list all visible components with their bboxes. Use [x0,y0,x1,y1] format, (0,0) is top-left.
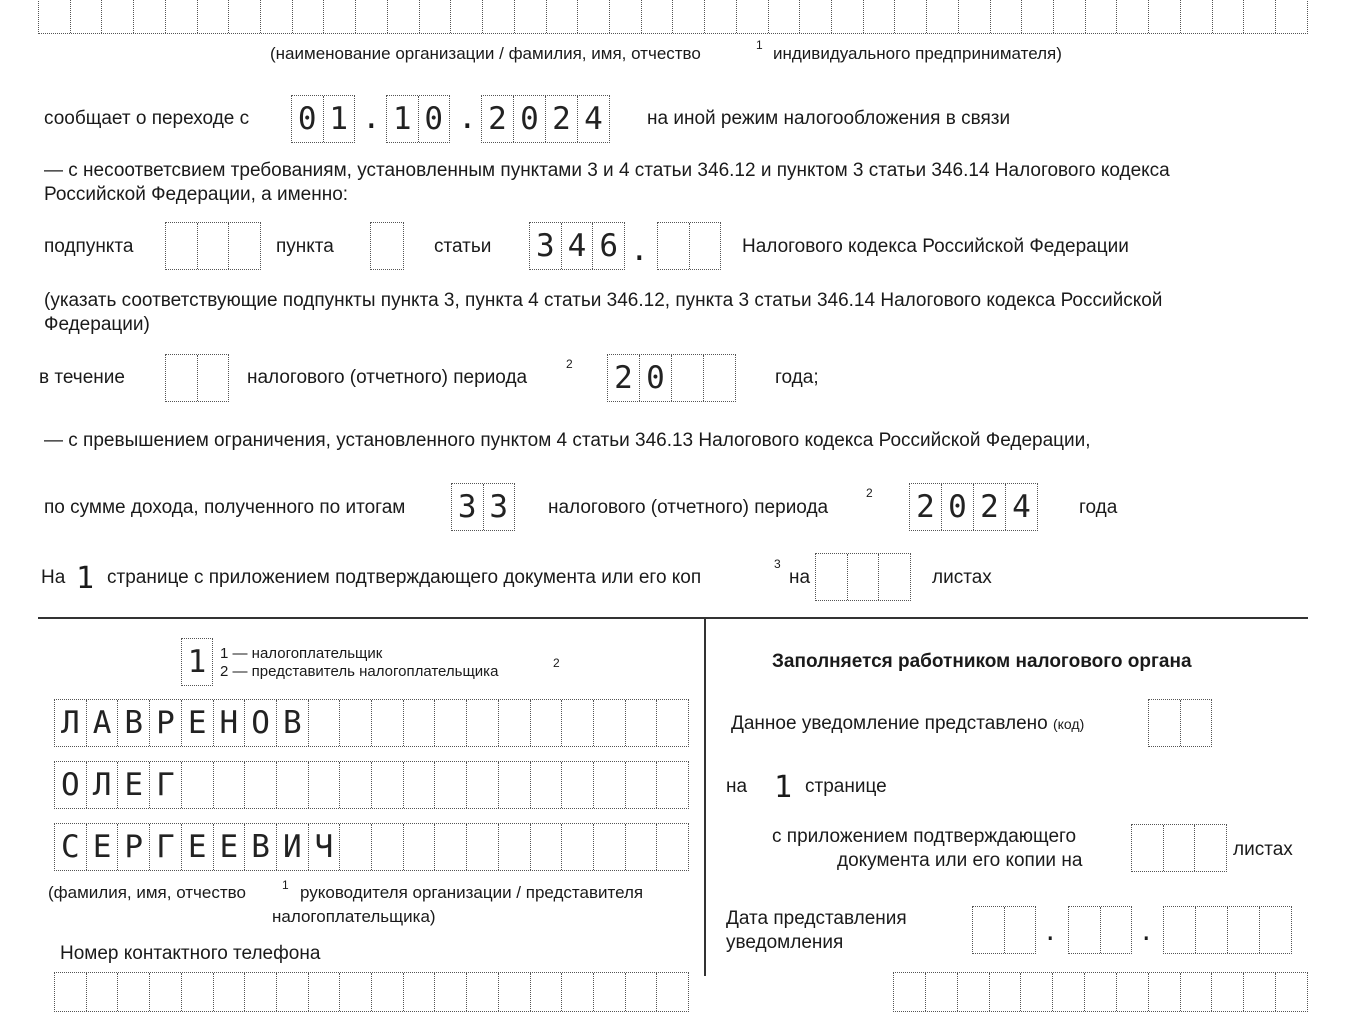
patronymic-cells-cell[interactable] [561,824,593,870]
transition-day-cells-cell[interactable]: 1 [323,96,355,142]
phone-cells-cell[interactable] [593,973,625,1011]
org-name-cell[interactable] [482,0,514,33]
name-cells-cell[interactable] [276,762,308,808]
submitted-code-cells-cell[interactable] [1149,700,1180,746]
name-cells-cell[interactable]: Л [86,762,118,808]
org-name-cell[interactable] [355,0,387,33]
pages-attach-label: странице с приложением подтверждающего документа или его коп [107,567,702,588]
date-year-cells-cell[interactable] [1164,907,1195,953]
during-label: в течение [39,367,125,388]
name-cells-cell[interactable] [181,762,213,808]
transition-label: сообщает о переходе с [44,108,250,129]
transition-year-cells-cell[interactable]: 0 [513,96,545,142]
article-sub-cells[interactable] [657,222,721,270]
submitted-code-cells[interactable] [1148,699,1212,747]
article-cells-cell[interactable]: 3 [536,228,555,264]
patronymic-cells-cell[interactable] [371,824,403,870]
attach-sheet-cells-cell[interactable] [1163,825,1195,871]
pages-on-label: На [41,567,66,588]
transition-month-cells-cell[interactable]: 1 [392,101,412,137]
org-name-cell[interactable] [1021,0,1053,33]
during-year-cells-cell[interactable]: 2 [614,360,633,396]
date-month-cells-cell[interactable] [1100,907,1132,953]
name-cells-cell[interactable] [403,762,435,808]
org-name-cell[interactable] [323,0,355,33]
income-label: по сумме дохода, полученного по итогам [44,497,406,518]
pages-sheets-label: листах [932,567,992,588]
during-period-cells-cell[interactable] [166,355,197,401]
org-name-cell[interactable] [577,0,609,33]
patronymic-cells-cell[interactable] [625,824,657,870]
org-name-cell[interactable] [926,0,958,33]
signature-cells-cell[interactable] [894,973,925,1011]
signature-cells-cell[interactable] [989,973,1021,1011]
income-year-cells[interactable] [909,483,1038,531]
phone-cells-cell[interactable] [55,973,86,1011]
date-separator-2: . [458,100,477,136]
income-year-cells-cell[interactable]: 2 [973,484,1005,530]
pages-sheet-cells[interactable] [815,553,911,601]
org-name-cell[interactable] [1212,0,1244,33]
attach-sheets-label: листах [1233,839,1293,860]
surname-cells-cell[interactable] [308,700,340,746]
date-line1: Дата представления [726,908,907,929]
transition-year-cells-cell[interactable]: 2 [545,96,577,142]
org-name-cell[interactable] [958,0,990,33]
during-year-cells-cell[interactable] [671,355,703,401]
submitted-label-text: Данное уведомление представлено [731,713,1048,734]
surname-cells-cell[interactable] [403,700,435,746]
during-period-cells[interactable] [165,354,229,402]
pages-count: 1 [76,561,95,596]
surname-cells-cell[interactable] [561,700,593,746]
date-day-cells-cell[interactable] [973,907,1004,953]
patronymic-cells-cell[interactable] [593,824,625,870]
surname-cells-cell[interactable]: О [244,700,276,746]
patronymic-cells-cell[interactable]: Ч [308,824,340,870]
surname-cells-cell[interactable] [498,700,530,746]
article-label: статьи [434,236,492,257]
section-divider [38,617,1308,619]
date-year-cells[interactable] [1163,906,1292,954]
pages-sheet-cells-cell[interactable] [847,554,879,600]
income-period-label: налогового (отчетного) периода [548,497,829,518]
date-year-cells-cell[interactable] [1259,907,1291,953]
surname-cells-cell[interactable] [656,700,688,746]
org-name-cells[interactable] [38,0,1308,34]
surname-cells-cell[interactable]: Н [213,700,245,746]
patronymic-cells-cell[interactable]: В [244,824,276,870]
org-name-cell[interactable] [419,0,451,33]
date-month-cells[interactable] [1068,906,1132,954]
surname-cells-cell[interactable] [339,700,371,746]
subpoint-cells-cell[interactable] [228,223,260,269]
phone-cells-cell[interactable] [181,973,213,1011]
submitted-label [731,713,1084,735]
subpoint-cells-cell[interactable] [197,223,229,269]
surname-cells-cell[interactable]: Р [149,700,181,746]
surname-cells-cell[interactable] [466,700,498,746]
income-period-cells-cell[interactable]: 3 [457,489,477,525]
date-sep-b: . [1139,918,1154,946]
pages-sheet-cells-cell[interactable] [878,554,910,600]
name-cells-cell[interactable]: Г [149,762,181,808]
name-cells-cell[interactable] [530,762,562,808]
org-name-cell[interactable] [292,0,324,33]
name-cells-cell[interactable] [498,762,530,808]
signature-cells-cell[interactable] [1020,973,1052,1011]
patronymic-cells-cell[interactable] [434,824,466,870]
phone-cells-cell[interactable] [625,973,657,1011]
patronymic-cells-cell[interactable]: Е [181,824,213,870]
column-divider [704,617,706,976]
article-cells[interactable] [529,222,625,270]
patronymic-cells-cell[interactable]: С [61,829,80,865]
signature-cells-cell[interactable] [1243,973,1275,1011]
date-separator-1: . [362,100,381,136]
name-cells-cell[interactable] [625,762,657,808]
org-name-cell[interactable] [197,0,229,33]
income-year-cells-cell[interactable]: 4 [1005,484,1037,530]
date-year-cells-cell[interactable] [1195,907,1227,953]
articles-after: Налогового кодекса Российской Федерации [742,236,1129,257]
name-cells[interactable] [54,761,689,809]
phone-cells-cell[interactable] [244,973,276,1011]
transition-year-cells[interactable] [481,95,610,143]
page-label: странице [805,776,887,797]
signature-cells-cell[interactable] [1180,973,1212,1011]
phone-cells-cell[interactable] [561,973,593,1011]
transition-year-cells-cell[interactable]: 4 [577,96,609,142]
org-name-cell[interactable] [1275,0,1307,33]
name-cells-cell[interactable] [434,762,466,808]
name-cells-cell[interactable] [466,762,498,808]
signature-cells-cell[interactable] [1275,973,1307,1011]
org-name-cell[interactable] [1085,0,1117,33]
org-name-cell[interactable] [1148,0,1180,33]
on-label: на [726,776,748,797]
signer-caption-sup: 1 [282,878,289,892]
excess-line: — с превышением ограничения, установленного пунктом 4 статьи 346.13 Налогового кодекса Российской Федерации, [44,430,1091,451]
during-year-cells-cell[interactable] [703,355,735,401]
article-sub-cells-cell[interactable] [658,223,689,269]
date-year-cells-cell[interactable] [1227,907,1259,953]
indicate-line2: Федерации) [44,314,150,335]
attach-sheet-cells-cell[interactable] [1194,825,1226,871]
org-name-cell[interactable] [1116,0,1148,33]
name-cells-cell[interactable] [339,762,371,808]
surname-cells-cell[interactable] [371,700,403,746]
income-period-cells[interactable] [451,483,515,531]
date-line2: уведомления [726,932,844,953]
org-name-cell[interactable] [1180,0,1212,33]
name-cells-cell[interactable] [308,762,340,808]
signer-type-option1: 1 — налогоплательщик [220,645,383,662]
name-cells-cell[interactable] [656,762,688,808]
income-after: года [1079,497,1118,518]
subpoint-cells[interactable] [165,222,261,270]
during-period-label: налогового (отчетного) периода [247,367,528,388]
org-name-cell[interactable] [101,0,133,33]
signer-caption-a: (фамилия, имя, отчество [48,883,246,902]
surname-cells-cell[interactable] [434,700,466,746]
mismatch-line2: Российской Федерации, а именно: [44,184,349,205]
org-name-cell[interactable] [990,0,1022,33]
pages-na-label: на [789,567,811,588]
signature-cells-cell[interactable] [1148,973,1180,1011]
phone-cells-cell[interactable] [466,973,498,1011]
org-name-cell[interactable] [165,0,197,33]
during-after: года; [775,367,819,388]
signer-type-cell[interactable] [181,638,213,686]
point-cells-cell[interactable] [371,223,403,269]
phone-cells-cell[interactable] [213,973,245,1011]
org-name-cell[interactable] [641,0,673,33]
patronymic-cells-cell[interactable]: Е [213,824,245,870]
signer-caption-c: налогоплательщика) [272,907,436,926]
income-year-cells-cell[interactable]: 2 [916,489,935,525]
income-year-cells-cell[interactable]: 0 [941,484,973,530]
org-name-cell[interactable] [260,0,292,33]
signature-cells[interactable] [893,972,1308,1012]
article-separator: . [630,232,649,268]
phone-cells-cell[interactable] [371,973,403,1011]
income-period-cells-cell[interactable]: 3 [483,484,515,530]
name-cells-cell[interactable]: Е [117,762,149,808]
transition-month-cells-cell[interactable]: 0 [418,96,450,142]
transition-year-cells-cell[interactable]: 2 [488,101,507,137]
org-name-cell[interactable] [736,0,768,33]
signer-type-cell-cell[interactable]: 1 [187,644,207,680]
name-cells-cell[interactable] [561,762,593,808]
org-name-cell[interactable] [70,0,102,33]
phone-cells-cell[interactable] [149,973,181,1011]
phone-cells-cell[interactable] [530,973,562,1011]
patronymic-cells[interactable] [54,823,689,871]
org-name-cell[interactable] [39,0,70,33]
article-cells-cell[interactable]: 6 [592,223,624,269]
article-sub-cells-cell[interactable] [689,223,721,269]
org-caption [270,44,701,64]
phone-cells-cell[interactable] [117,973,149,1011]
surname-cells-cell[interactable] [530,700,562,746]
phone-cells-cell[interactable] [339,973,371,1011]
transition-day-cells[interactable] [291,95,355,143]
during-period-cells-cell[interactable] [197,355,229,401]
income-sup: 2 [866,486,873,500]
surname-cells-cell[interactable]: Л [61,705,80,741]
org-name-cell[interactable] [863,0,895,33]
name-cells-cell[interactable] [593,762,625,808]
during-sup: 2 [566,357,573,371]
patronymic-cells-cell[interactable] [339,824,371,870]
org-name-cell[interactable] [799,0,831,33]
patronymic-cells-cell[interactable] [466,824,498,870]
signer-type-option2: 2 — представитель налогоплательщика [220,663,499,680]
org-name-cell[interactable] [228,0,260,33]
surname-cells[interactable] [54,699,689,747]
date-month-cells-cell[interactable] [1069,907,1100,953]
patronymic-cells-cell[interactable] [498,824,530,870]
signer-caption-b: руководителя организации / представителя [300,883,644,902]
point-label: пункта [276,236,334,257]
surname-cells-cell[interactable]: Е [181,700,213,746]
signature-cells-cell[interactable] [1116,973,1148,1011]
surname-cells-cell[interactable]: В [117,700,149,746]
transition-month-cells[interactable] [386,95,450,143]
org-caption-sup: 1 [756,38,763,52]
org-name-cell[interactable] [704,0,736,33]
phone-cells-cell[interactable] [86,973,118,1011]
transition-day-cells-cell[interactable]: 0 [297,101,317,137]
subpoint-label: подпункта [44,236,134,257]
surname-cells-cell[interactable]: А [86,700,118,746]
patronymic-cells-cell[interactable] [403,824,435,870]
patronymic-cells-cell[interactable]: Е [86,824,118,870]
indicate-line1: (указать соответствующие подпункты пункта 3, пункта 4 статьи 346.12, пункта 3 статьи 346.14 Налогового кодекса Российской [44,290,1163,311]
on-count: 1 [774,770,793,805]
during-year-cells-cell[interactable]: 0 [639,355,671,401]
phone-cells-cell[interactable] [403,973,435,1011]
attach-sheet-cells-cell[interactable] [1132,825,1163,871]
org-name-cell[interactable] [768,0,800,33]
surname-cells-cell[interactable]: В [276,700,308,746]
phone-label: Номер контактного телефона [60,943,321,964]
during-year-cells[interactable] [607,354,736,402]
org-name-cell[interactable] [894,0,926,33]
signature-cells-cell[interactable] [1052,973,1084,1011]
org-name-cell[interactable] [609,0,641,33]
org-name-cell[interactable] [387,0,419,33]
pages-sup: 3 [774,557,781,571]
patronymic-cells-cell[interactable]: И [276,824,308,870]
point-cells[interactable] [370,222,404,270]
org-name-cell[interactable] [450,0,482,33]
subpoint-cells-cell[interactable] [166,223,197,269]
org-name-cell[interactable] [831,0,863,33]
org-name-cell[interactable] [546,0,578,33]
name-cells-cell[interactable] [213,762,245,808]
attach-line1: с приложением подтверждающего [772,826,1077,847]
surname-cells-cell[interactable] [625,700,657,746]
phone-cells-cell[interactable] [434,973,466,1011]
name-cells-cell[interactable]: О [61,767,80,803]
signer-sup: 2 [553,656,560,670]
org-name-cell[interactable] [133,0,165,33]
attach-line2: документа или его копии на [837,850,1083,871]
patronymic-cells-cell[interactable] [656,824,688,870]
patronymic-cells-cell[interactable]: Р [117,824,149,870]
phone-cells-cell[interactable] [498,973,530,1011]
signature-cells-cell[interactable] [1211,973,1243,1011]
transition-after: на иной режим налогообложения в связи [647,108,1011,129]
org-caption-text: (наименование организации / фамилия, имя, отчество [270,44,701,63]
phone-cells[interactable] [54,972,689,1012]
org-name-cell[interactable] [672,0,704,33]
phone-cells-cell[interactable] [656,973,688,1011]
signature-cells-cell[interactable] [1084,973,1116,1011]
article-cells-cell[interactable]: 4 [561,223,593,269]
tax-office-title: Заполняется работником налогового органа [772,651,1192,672]
org-caption-end: индивидуального предпринимателя) [773,44,1062,63]
patronymic-cells-cell[interactable]: Г [149,824,181,870]
phone-cells-cell[interactable] [308,973,340,1011]
date-day-cells[interactable] [972,906,1036,954]
name-cells-cell[interactable] [244,762,276,808]
mismatch-line1: — с несоответсвием требованиям, установленным пунктами 3 и 4 статьи 346.12 и пунктом 3 статьи 346.14 Налогового кодекса [44,160,1170,181]
org-name-cell[interactable] [514,0,546,33]
phone-cells-cell[interactable] [276,973,308,1011]
org-name-cell[interactable] [1053,0,1085,33]
date-sep-a: . [1043,918,1058,946]
name-cells-cell[interactable] [371,762,403,808]
signature-cells-cell[interactable] [925,973,957,1011]
patronymic-cells-cell[interactable] [530,824,562,870]
signature-cells-cell[interactable] [957,973,989,1011]
submitted-code: (код) [1052,716,1085,732]
surname-cells-cell[interactable] [593,700,625,746]
org-name-cell[interactable] [1243,0,1275,33]
pages-sheet-cells-cell[interactable] [816,554,847,600]
attach-sheet-cells[interactable] [1131,824,1227,872]
date-day-cells-cell[interactable] [1004,907,1036,953]
submitted-code-cells-cell[interactable] [1180,700,1212,746]
